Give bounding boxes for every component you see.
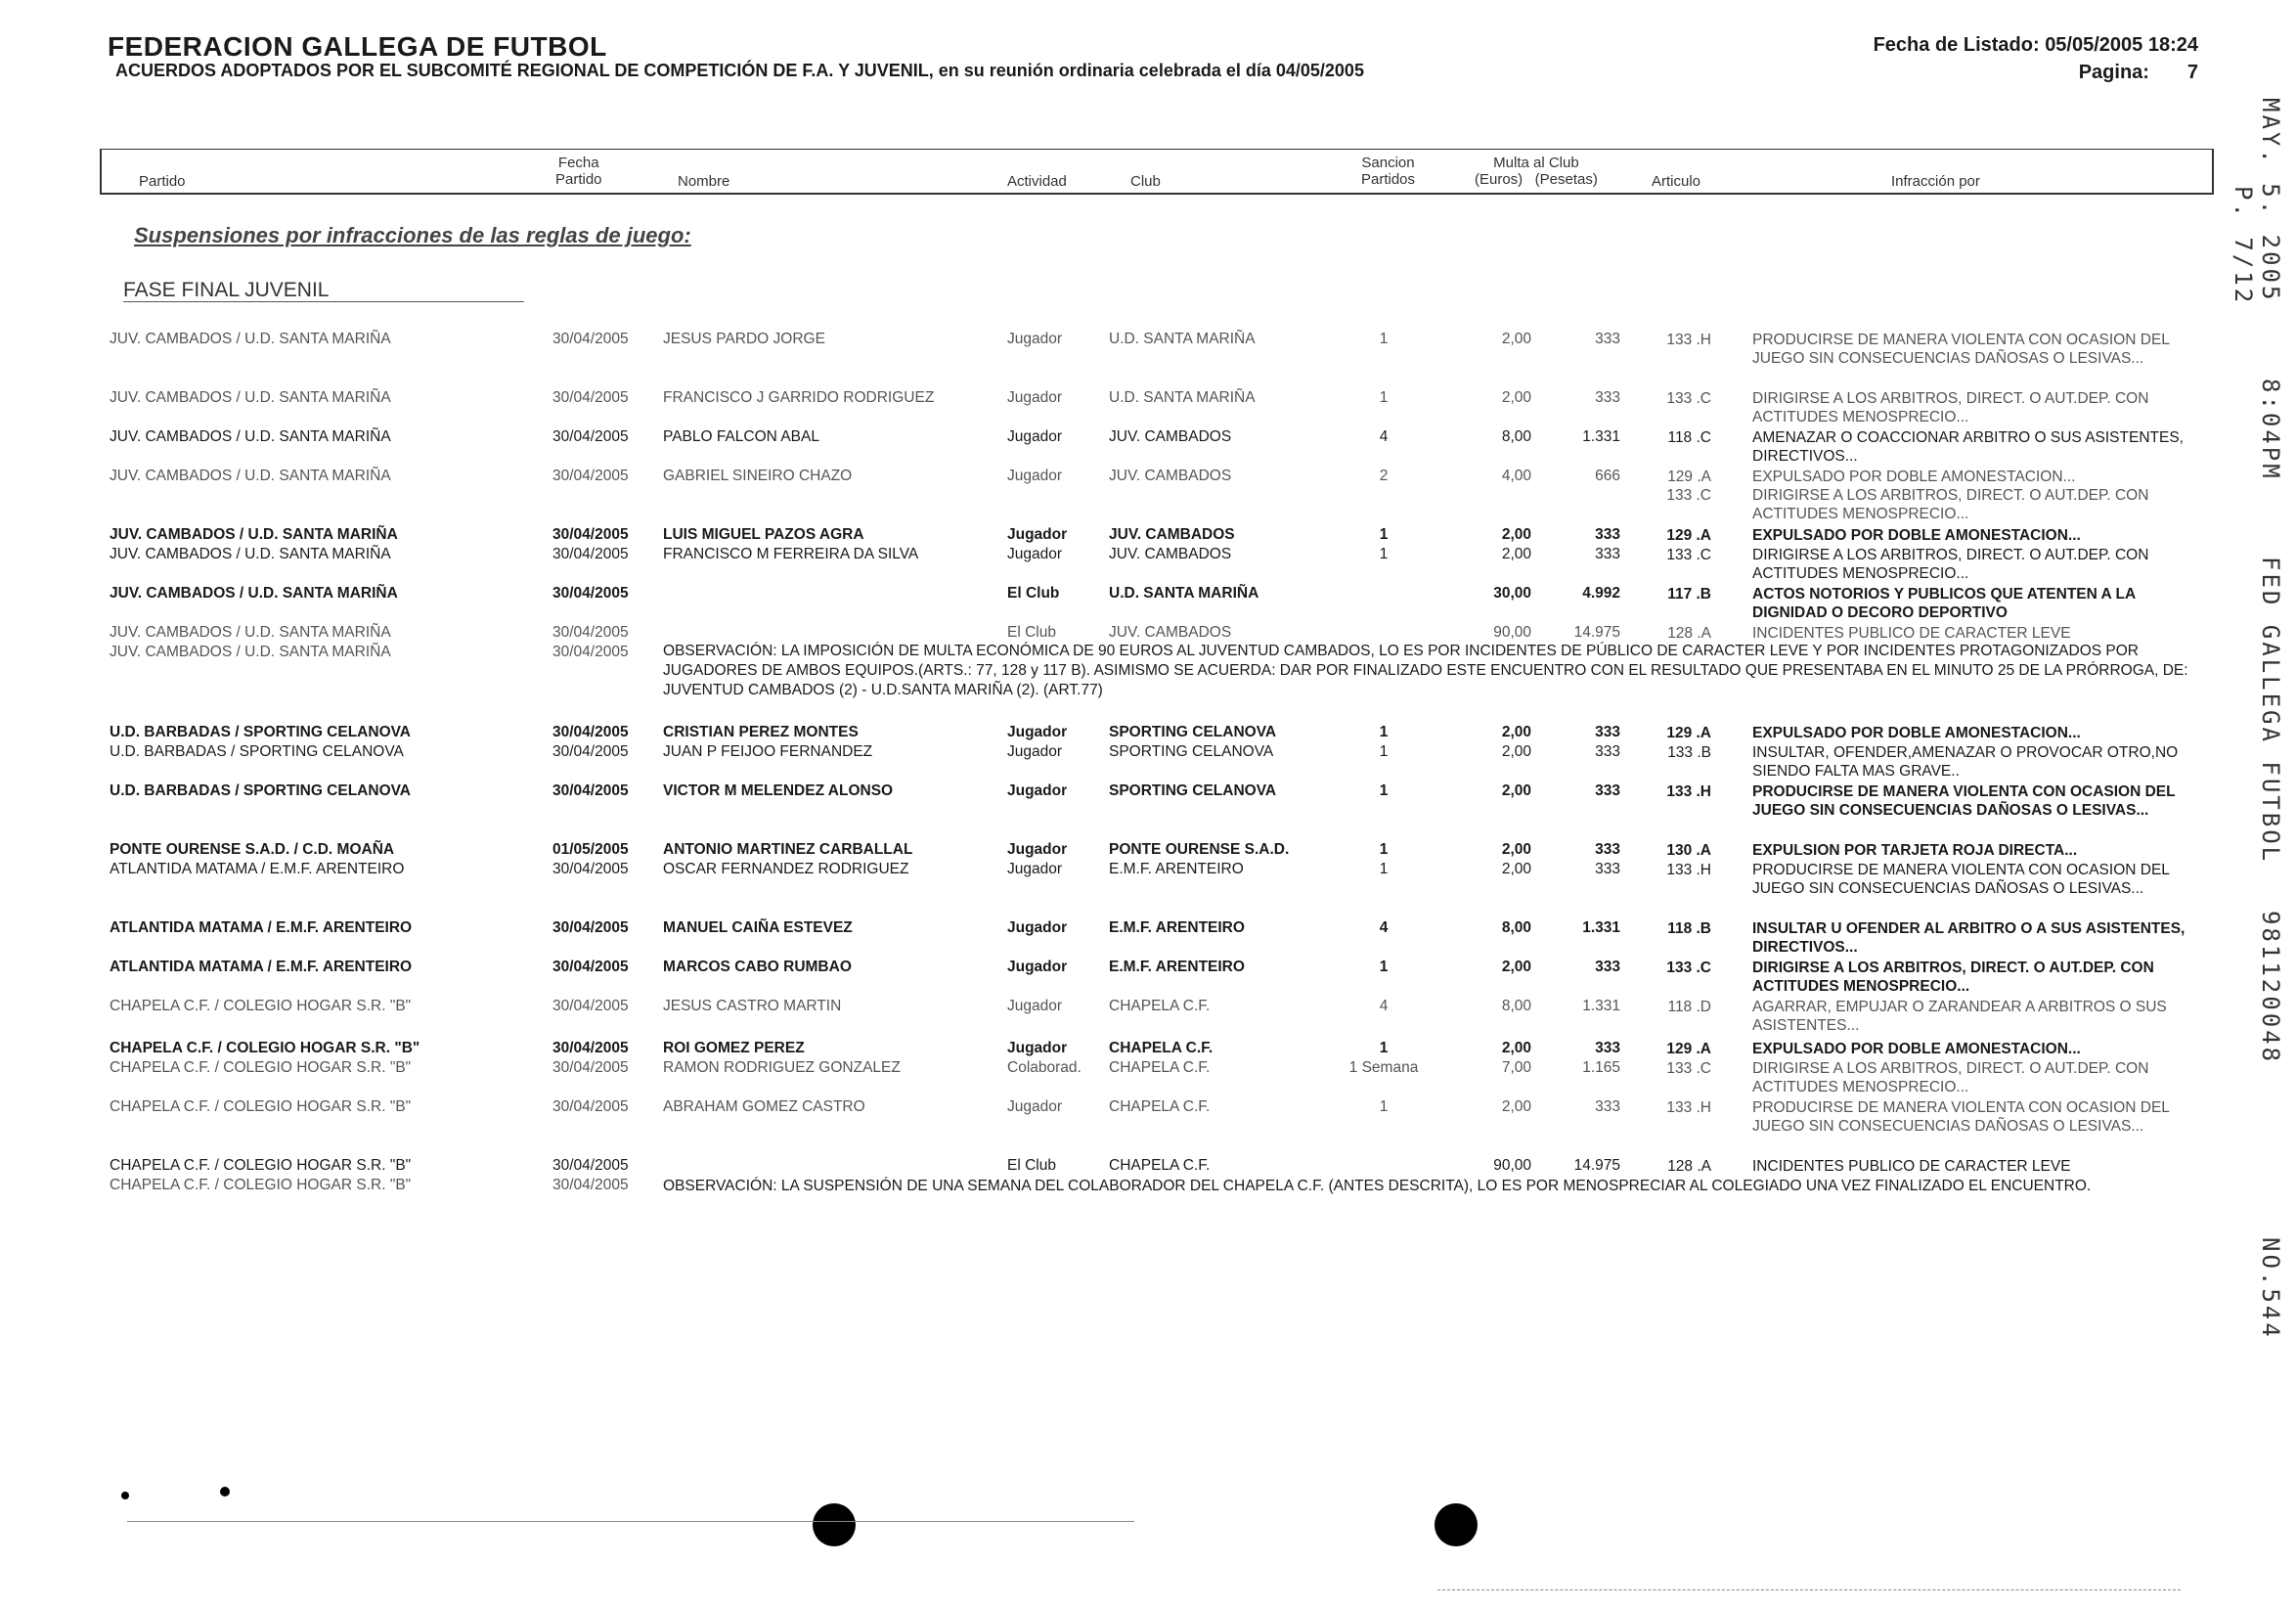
cell-fecha: 30/04/2005 <box>552 644 629 660</box>
col-fecha: Fecha Partido <box>555 155 602 188</box>
cell-infraccion: EXPULSADO POR DOBLE AMONESTACION... <box>1752 1041 2081 1057</box>
cell-articulo: 133 .C <box>1666 547 1711 563</box>
cell-partido: JUV. CAMBADOS / U.D. SANTA MARIÑA <box>110 428 391 445</box>
cell-infraccion: INCIDENTES PUBLICO DE CARACTER LEVE <box>1752 1158 2071 1175</box>
phase-underline <box>123 301 524 302</box>
cell-euros: 2,00 <box>1501 546 1531 562</box>
cell-infraccion: PRODUCIRSE DE MANERA VIOLENTA CON OCASION DEL JUEGO SIN CONSECUENCIAS DAÑOSAS O LESIVAS... <box>1752 1099 2170 1135</box>
cell-club: CHAPELA C.F. <box>1109 998 1211 1014</box>
cell-nombre: MARCOS CABO RUMBAO <box>663 959 852 975</box>
cell-partido: JUV. CAMBADOS / U.D. SANTA MARIÑA <box>110 389 391 406</box>
cell-fecha: 30/04/2005 <box>552 526 629 543</box>
cell-partido: JUV. CAMBADOS / U.D. SANTA MARIÑA <box>110 526 398 543</box>
cell-euros: 7,00 <box>1501 1059 1531 1076</box>
cell-fecha: 30/04/2005 <box>552 1177 629 1193</box>
cell-actividad: Jugador <box>1007 468 1063 484</box>
cell-articulo: 133 .C <box>1666 1060 1711 1077</box>
cell-euros: 8,00 <box>1501 919 1531 936</box>
cell-club: U.D. SANTA MARIÑA <box>1109 331 1256 347</box>
cell-nombre: LUIS MIGUEL PAZOS AGRA <box>663 526 864 543</box>
cell-euros: 8,00 <box>1501 998 1531 1014</box>
cell-nombre: JUAN P FEIJOO FERNANDEZ <box>663 743 873 760</box>
fax-date: MAY. 5. 2005 <box>2257 98 2284 303</box>
cell-fecha: 30/04/2005 <box>552 1059 629 1076</box>
cell-pesetas: 666 <box>1595 468 1620 484</box>
cell-actividad: Jugador <box>1007 389 1063 406</box>
cell-fecha: 30/04/2005 <box>552 743 629 760</box>
punch-hole-left <box>813 1503 856 1546</box>
cell-club: CHAPELA C.F. <box>1109 1040 1214 1056</box>
cell-partido: U.D. BARBADAS / SPORTING CELANOVA <box>110 743 404 760</box>
cell-nombre: FRANCISCO M FERREIRA DA SILVA <box>663 546 919 562</box>
cell-partido: CHAPELA C.F. / COLEGIO HOGAR S.R. "B" <box>110 1157 412 1174</box>
cell-infraccion: DIRIGIRSE A LOS ARBITROS, DIRECT. O AUT.DEP. CON ACTITUDES MENOSPRECIO... <box>1752 390 2149 425</box>
cell-partido: U.D. BARBADAS / SPORTING CELANOVA <box>110 724 412 740</box>
cell-infraccion: DIRIGIRSE A LOS ARBITROS, DIRECT. O AUT.DEP. CON ACTITUDES MENOSPRECIO... <box>1752 960 2154 995</box>
cell-articulo: 133 .C <box>1666 960 1711 976</box>
cell-infraccion: EXPULSADO POR DOBLE AMONESTACION... DIRIGIRSE A LOS ARBITROS, DIRECT. O AUT.DEP. CON ACTITUDES MENOSPRECIO... <box>1752 469 2149 522</box>
cell-club: JUV. CAMBADOS <box>1109 468 1232 484</box>
cell-partido: JUV. CAMBADOS / U.D. SANTA MARIÑA <box>110 624 391 641</box>
cell-partido: ATLANTIDA MATAMA / E.M.F. ARENTEIRO <box>110 919 413 936</box>
cell-fecha: 30/04/2005 <box>552 331 629 347</box>
cell-infraccion: AMENAZAR O COACCIONAR ARBITRO O SUS ASISTENTES, DIRECTIVOS... <box>1752 429 2184 465</box>
cell-nombre: RAMON RODRIGUEZ GONZALEZ <box>663 1059 901 1076</box>
cell-actividad: El Club <box>1007 585 1060 602</box>
cell-actividad: Jugador <box>1007 428 1063 445</box>
cell-euros: 2,00 <box>1501 782 1531 799</box>
cell-infraccion: AGARRAR, EMPUJAR O ZARANDEAR A ARBITROS O SUS ASISTENTES... <box>1752 999 2167 1034</box>
cell-partido: U.D. BARBADAS / SPORTING CELANOVA <box>110 782 412 799</box>
cell-partidos: 4 <box>1379 919 1389 936</box>
cell-pesetas: 333 <box>1595 526 1620 543</box>
cell-euros: 2,00 <box>1501 724 1531 740</box>
cell-infraccion: EXPULSADO POR DOBLE AMONESTACION... <box>1752 725 2081 741</box>
cell-partidos: 1 <box>1379 724 1389 740</box>
cell-pesetas: 333 <box>1595 743 1620 760</box>
cell-articulo: 118 .B <box>1667 920 1711 937</box>
phase-title: FASE FINAL JUVENIL <box>123 279 330 301</box>
cell-nombre: CRISTIAN PEREZ MONTES <box>663 724 859 740</box>
cell-nombre: JESUS PARDO JORGE <box>663 331 825 347</box>
listing-date-value: 05/05/2005 18:24 <box>2045 34 2198 56</box>
col-articulo: Articulo <box>1652 173 1701 190</box>
cell-nombre: MANUEL CAIÑA ESTEVEZ <box>663 919 853 936</box>
cell-actividad: Colaborad. <box>1007 1059 1082 1076</box>
cell-articulo: 133 .B <box>1667 744 1711 761</box>
cell-pesetas: 333 <box>1595 782 1620 799</box>
listing-date-label: Fecha de Listado: <box>1873 34 2040 56</box>
cell-club: CHAPELA C.F. <box>1109 1157 1211 1174</box>
cell-club: E.M.F. ARENTEIRO <box>1109 861 1244 877</box>
cell-articulo: 117 .B <box>1667 586 1711 603</box>
col-nombre: Nombre <box>678 173 730 190</box>
document-title: FEDERACION GALLEGA DE FUTBOL <box>108 31 607 62</box>
cell-articulo: 128 .A <box>1667 1158 1711 1175</box>
cell-fecha: 30/04/2005 <box>552 861 629 877</box>
scan-line <box>127 1521 1134 1522</box>
cell-fecha: 30/04/2005 <box>552 919 629 936</box>
listing-info <box>1874 31 2198 86</box>
cell-nombre: ROI GOMEZ PEREZ <box>663 1040 805 1056</box>
fax-sender: FED GALLEGA FUTBOL <box>2257 557 2284 865</box>
cell-partido: CHAPELA C.F. / COLEGIO HOGAR S.R. "B" <box>110 1040 420 1056</box>
cell-nombre: OSCAR FERNANDEZ RODRIGUEZ <box>663 861 909 877</box>
cell-nombre: FRANCISCO J GARRIDO RODRIGUEZ <box>663 389 935 406</box>
cell-nombre: ABRAHAM GOMEZ CASTRO <box>663 1098 865 1115</box>
cell-fecha: 30/04/2005 <box>552 428 629 445</box>
cell-club: E.M.F. ARENTEIRO <box>1109 919 1245 936</box>
col-infraccion: Infracción por <box>1891 173 1980 190</box>
cell-articulo: 129 .A <box>1666 725 1711 741</box>
cell-pesetas: 333 <box>1595 389 1620 406</box>
cell-partido: ATLANTIDA MATAMA / E.M.F. ARENTEIRO <box>110 959 413 975</box>
cell-partidos: 1 <box>1379 959 1389 975</box>
cell-nombre: PABLO FALCON ABAL <box>663 428 819 445</box>
cell-fecha: 30/04/2005 <box>552 1157 629 1174</box>
cell-partido: ATLANTIDA MATAMA / E.M.F. ARENTEIRO <box>110 861 405 877</box>
cell-pesetas: 1.331 <box>1582 998 1620 1014</box>
cell-fecha: 30/04/2005 <box>552 624 629 641</box>
cell-club: SPORTING CELANOVA <box>1109 724 1277 740</box>
cell-partido: CHAPELA C.F. / COLEGIO HOGAR S.R. "B" <box>110 998 412 1014</box>
cell-club: JUV. CAMBADOS <box>1109 526 1235 543</box>
cell-fecha: 30/04/2005 <box>552 1098 629 1115</box>
cell-partidos: 1 <box>1379 1098 1389 1115</box>
page-number: 7 <box>2186 62 2198 83</box>
cell-pesetas: 333 <box>1595 331 1620 347</box>
col-sancion: Sancion Partidos <box>1361 155 1416 188</box>
cell-pesetas: 333 <box>1595 724 1620 740</box>
cell-partidos: 1 Semana <box>1348 1059 1419 1076</box>
cell-articulo: 133 .H <box>1666 862 1711 878</box>
cell-partido: JUV. CAMBADOS / U.D. SANTA MARIÑA <box>110 585 398 602</box>
cell-club: JUV. CAMBADOS <box>1109 624 1232 641</box>
cell-partidos: 1 <box>1379 743 1389 760</box>
cell-partidos: 1 <box>1379 861 1389 877</box>
cell-fecha: 30/04/2005 <box>552 546 629 562</box>
cell-actividad: Jugador <box>1007 841 1068 858</box>
cell-fecha: 30/04/2005 <box>552 724 629 740</box>
cell-club: CHAPELA C.F. <box>1109 1098 1211 1115</box>
cell-partido: CHAPELA C.F. / COLEGIO HOGAR S.R. "B" <box>110 1059 412 1076</box>
cell-infraccion: EXPULSADO POR DOBLE AMONESTACION... <box>1752 527 2081 544</box>
cell-partido: JUV. CAMBADOS / U.D. SANTA MARIÑA <box>110 468 391 484</box>
cell-partido: CHAPELA C.F. / COLEGIO HOGAR S.R. "B" <box>110 1177 412 1193</box>
cell-pesetas: 333 <box>1595 1098 1620 1115</box>
cell-articulo: 130 .A <box>1666 842 1711 859</box>
cell-euros: 2,00 <box>1501 1040 1531 1056</box>
cell-pesetas: 4.992 <box>1582 585 1620 602</box>
cell-fecha: 30/04/2005 <box>552 1040 629 1056</box>
cell-partidos: 4 <box>1379 428 1389 445</box>
cell-pesetas: 333 <box>1595 959 1620 975</box>
cell-partidos: 1 <box>1379 546 1389 562</box>
scan-line <box>1437 1589 2181 1590</box>
cell-fecha: 30/04/2005 <box>552 998 629 1014</box>
cell-fecha: 30/04/2005 <box>552 959 629 975</box>
col-partido: Partido <box>139 173 186 190</box>
cell-articulo: 129 .A <box>1666 527 1711 544</box>
cell-actividad: Jugador <box>1007 861 1063 877</box>
cell-pesetas: 333 <box>1595 546 1620 562</box>
cell-partido: JUV. CAMBADOS / U.D. SANTA MARIÑA <box>110 546 391 562</box>
cell-articulo: 133 .H <box>1666 783 1711 800</box>
cell-partido: CHAPELA C.F. / COLEGIO HOGAR S.R. "B" <box>110 1098 412 1115</box>
cell-euros: 2,00 <box>1501 526 1531 543</box>
cell-actividad: Jugador <box>1007 998 1063 1014</box>
cell-club: PONTE OURENSE S.A.D. <box>1109 841 1290 858</box>
cell-partido: PONTE OURENSE S.A.D. / C.D. MOAÑA <box>110 841 395 858</box>
cell-partidos: 1 <box>1379 782 1389 799</box>
cell-articulo: 118 .D <box>1667 999 1711 1015</box>
cell-actividad: Jugador <box>1007 331 1063 347</box>
cell-pesetas: 333 <box>1595 1040 1620 1056</box>
cell-euros: 8,00 <box>1501 428 1531 445</box>
cell-club: U.D. SANTA MARIÑA <box>1109 389 1256 406</box>
cell-articulo: 128 .A <box>1667 625 1711 642</box>
cell-actividad: Jugador <box>1007 546 1063 562</box>
section-title: Suspensiones por infracciones de las reglas de juego: <box>134 223 691 247</box>
cell-partido: JUV. CAMBADOS / U.D. SANTA MARIÑA <box>110 644 391 660</box>
cell-euros: 2,00 <box>1501 389 1531 406</box>
punch-hole-right <box>1435 1503 1478 1546</box>
cell-euros: 2,00 <box>1501 861 1531 877</box>
cell-club: SPORTING CELANOVA <box>1109 743 1274 760</box>
cell-club: SPORTING CELANOVA <box>1109 782 1277 799</box>
cell-pesetas: 1.331 <box>1582 428 1620 445</box>
cell-fecha: 30/04/2005 <box>552 585 629 602</box>
cell-nombre: VICTOR M MELENDEZ ALONSO <box>663 782 894 799</box>
cell-fecha: 01/05/2005 <box>552 841 629 858</box>
cell-actividad: Jugador <box>1007 959 1068 975</box>
fax-doc-number: NO.544 <box>2257 1237 2284 1340</box>
cell-actividad: Jugador <box>1007 526 1068 543</box>
cell-articulo: 133 .H <box>1666 332 1711 348</box>
speck-mark <box>121 1492 129 1499</box>
cell-articulo: 118 .C <box>1667 429 1711 446</box>
cell-pesetas: 1.331 <box>1582 919 1620 936</box>
cell-euros: 2,00 <box>1501 959 1531 975</box>
cell-nombre: GABRIEL SINEIRO CHAZO <box>663 468 853 484</box>
col-club: Club <box>1130 173 1161 190</box>
cell-actividad: El Club <box>1007 624 1056 641</box>
cell-partidos: 1 <box>1379 526 1389 543</box>
speck-mark <box>220 1487 230 1496</box>
cell-actividad: Jugador <box>1007 743 1063 760</box>
col-multa: Multa al Club (Euros) (Pesetas) <box>1475 155 1598 188</box>
cell-articulo: 133 .H <box>1666 1099 1711 1116</box>
cell-pesetas: 333 <box>1595 841 1620 858</box>
cell-partidos: 1 <box>1379 389 1389 406</box>
document-subtitle: ACUERDOS ADOPTADOS POR EL SUBCOMITÉ REGIONAL DE COMPETICIÓN DE F.A. Y JUVENIL, en su reunión ordinaria celebrada el día 04/05/2005 <box>115 61 1364 80</box>
cell-articulo: 129 .A <box>1666 1041 1711 1057</box>
cell-fecha: 30/04/2005 <box>552 468 629 484</box>
cell-partidos: 2 <box>1379 468 1389 484</box>
cell-actividad: Jugador <box>1007 919 1068 936</box>
cell-infraccion: DIRIGIRSE A LOS ARBITROS, DIRECT. O AUT.DEP. CON ACTITUDES MENOSPRECIO... <box>1752 547 2149 582</box>
cell-pesetas: 14.975 <box>1573 624 1620 641</box>
cell-club: E.M.F. ARENTEIRO <box>1109 959 1245 975</box>
cell-partido: JUV. CAMBADOS / U.D. SANTA MARIÑA <box>110 331 391 347</box>
fax-time: 8:04PM <box>2257 378 2284 481</box>
cell-nombre: JESUS CASTRO MARTIN <box>663 998 842 1014</box>
cell-euros: 4,00 <box>1501 468 1531 484</box>
fax-header <box>2230 98 2284 1467</box>
cell-infraccion: PRODUCIRSE DE MANERA VIOLENTA CON OCASION DEL JUEGO SIN CONSECUENCIAS DAÑOSAS O LESIVAS... <box>1752 783 2176 819</box>
cell-euros: 2,00 <box>1501 841 1531 858</box>
cell-articulo: 129 .A 133 .C <box>1666 469 1711 504</box>
cell-actividad: El Club <box>1007 1157 1056 1174</box>
cell-partidos: 1 <box>1379 331 1389 347</box>
cell-articulo: 133 .C <box>1666 390 1711 407</box>
col-actividad: Actividad <box>1007 173 1067 190</box>
cell-infraccion: ACTOS NOTORIOS Y PUBLICOS QUE ATENTEN A LA DIGNIDAD O DECORO DEPORTIVO <box>1752 586 2136 621</box>
cell-euros: 30,00 <box>1493 585 1531 602</box>
observation-1: OBSERVACIÓN: LA IMPOSICIÓN DE MULTA ECONÓMICA DE 90 EUROS AL JUVENTUD CAMBADOS, LO ES POR INCIDENTES DE PÚBLICO DE CARACTER LEVE Y POR INCIDENTES PROTAGONIZADOS POR JUGADORES DE AMBOS EQUIPOS.(ARTS.: 77, 128 y 117 B). ASIMISMO SE ACUERDA: DAR POR FINALIZADO ESTE ENCUENTRO CON EL RESULTADO QUE PRESENTABA EN EL MINUTO 25 DE LA PRÓRROGA, DE: JUVENTUD CAMBADOS (2) - U.D.SANTA MARIÑA (2). (ART.77) <box>663 643 2188 698</box>
cell-partidos: 1 <box>1379 841 1389 858</box>
cell-euros: 90,00 <box>1493 624 1531 641</box>
cell-infraccion: INCIDENTES PUBLICO DE CARACTER LEVE <box>1752 625 2071 642</box>
cell-pesetas: 333 <box>1595 861 1620 877</box>
cell-club: JUV. CAMBADOS <box>1109 428 1232 445</box>
cell-pesetas: 14.975 <box>1573 1157 1620 1174</box>
cell-euros: 2,00 <box>1501 1098 1531 1115</box>
cell-euros: 2,00 <box>1501 331 1531 347</box>
cell-fecha: 30/04/2005 <box>552 389 629 406</box>
fax-page: P. 7/12 <box>2230 186 2257 306</box>
cell-actividad: Jugador <box>1007 724 1068 740</box>
cell-actividad: Jugador <box>1007 782 1068 799</box>
cell-club: U.D. SANTA MARIÑA <box>1109 585 1259 602</box>
cell-infraccion: PRODUCIRSE DE MANERA VIOLENTA CON OCASION DEL JUEGO SIN CONSECUENCIAS DAÑOSAS O LESIVAS... <box>1752 862 2170 897</box>
cell-infraccion: EXPULSION POR TARJETA ROJA DIRECTA... <box>1752 842 2078 859</box>
cell-fecha: 30/04/2005 <box>552 782 629 799</box>
observation-2: OBSERVACIÓN: LA SUSPENSIÓN DE UNA SEMANA DEL COLABORADOR DEL CHAPELA C.F. (ANTES DESCRITA), LO ES POR MENOSPRECIAR AL COLEGIADO UNA VEZ FINALIZADO EL ENCUENTRO. <box>663 1178 2092 1194</box>
cell-euros: 90,00 <box>1493 1157 1531 1174</box>
cell-euros: 2,00 <box>1501 743 1531 760</box>
cell-infraccion: DIRIGIRSE A LOS ARBITROS, DIRECT. O AUT.DEP. CON ACTITUDES MENOSPRECIO... <box>1752 1060 2149 1095</box>
cell-actividad: Jugador <box>1007 1040 1068 1056</box>
cell-partidos: 4 <box>1379 998 1389 1014</box>
cell-club: JUV. CAMBADOS <box>1109 546 1232 562</box>
cell-pesetas: 1.165 <box>1582 1059 1620 1076</box>
cell-partidos: 1 <box>1379 1040 1389 1056</box>
cell-infraccion: INSULTAR U OFENDER AL ARBITRO O A SUS ASISTENTES, DIRECTIVOS... <box>1752 920 2186 956</box>
cell-club: CHAPELA C.F. <box>1109 1059 1211 1076</box>
page-label: Pagina: <box>2078 62 2149 83</box>
cell-nombre: ANTONIO MARTINEZ CARBALLAL <box>663 841 913 858</box>
cell-actividad: Jugador <box>1007 1098 1063 1115</box>
cell-infraccion: INSULTAR, OFENDER,AMENAZAR O PROVOCAR OTRO,NO SIENDO FALTA MAS GRAVE.. <box>1752 744 2179 780</box>
cell-infraccion: PRODUCIRSE DE MANERA VIOLENTA CON OCASION DEL JUEGO SIN CONSECUENCIAS DAÑOSAS O LESIVAS... <box>1752 332 2170 367</box>
fax-number: 981120048 <box>2257 910 2284 1064</box>
